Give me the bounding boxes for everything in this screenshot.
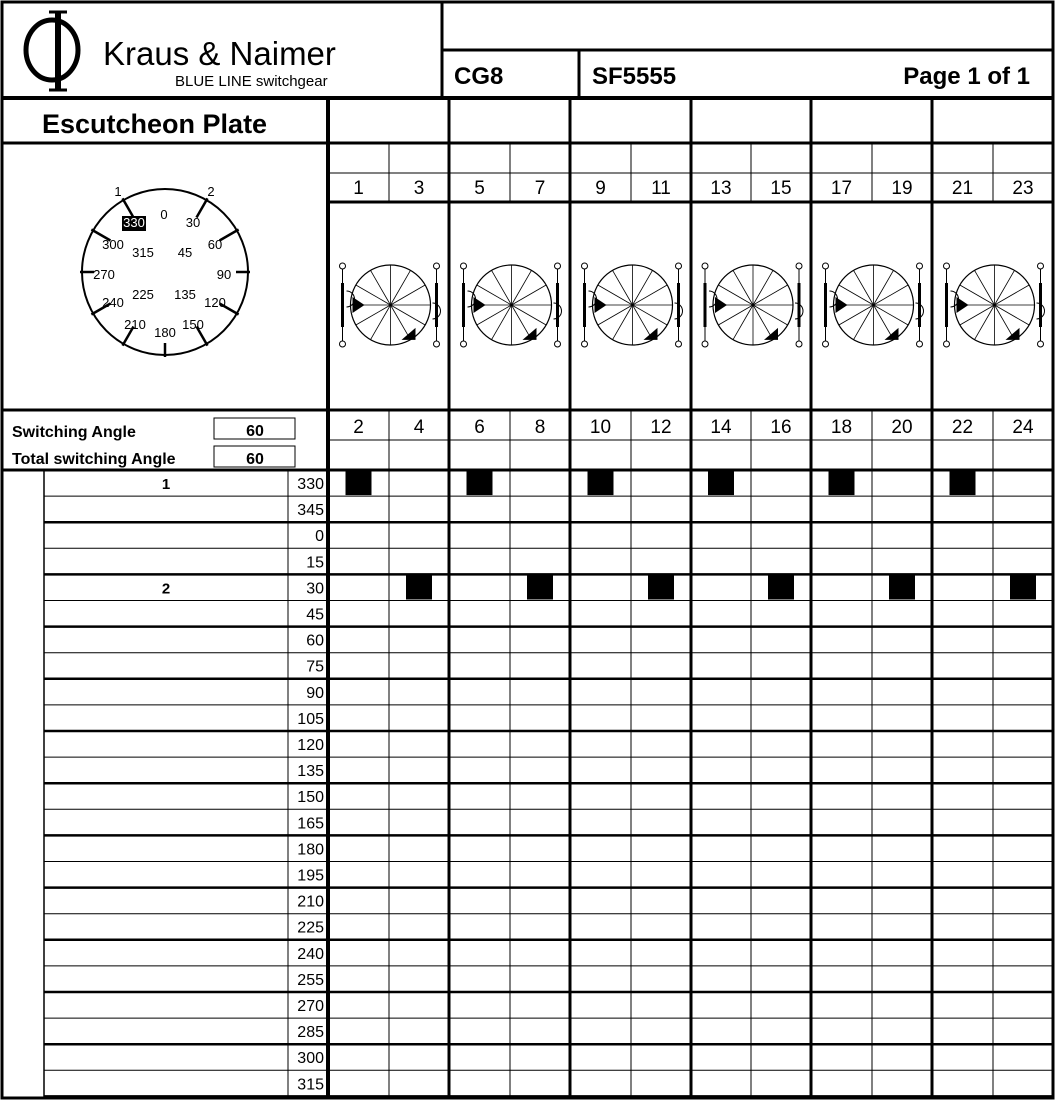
angle-label: 300 [297, 1050, 324, 1068]
closed-contact-mark [889, 575, 915, 599]
closed-contact-mark [648, 575, 674, 599]
program-code: SF5555 [592, 63, 677, 90]
brand-name: Kraus & Naimer [103, 35, 336, 72]
switching-angle-label: Switching Angle [12, 424, 136, 441]
brand-logo [26, 12, 78, 90]
brand-tagline: BLUE LINE switchgear [175, 73, 328, 90]
angle-label: 180 [297, 841, 324, 859]
sheet-border [2, 2, 1053, 1098]
terminal-number-top: 19 [891, 178, 913, 199]
dial-position-label: 2 [207, 184, 215, 199]
terminal-number-bottom: 20 [891, 417, 913, 438]
closed-contact-mark [588, 471, 614, 495]
dial-position-label: 1 [114, 184, 122, 199]
terminal-number-bottom: 10 [589, 417, 612, 438]
dial-angle-label: 60 [207, 237, 223, 252]
angle-label: 345 [297, 502, 324, 520]
angle-label: 30 [306, 580, 324, 598]
closed-contact-mark [708, 471, 734, 495]
angle-label: 15 [306, 554, 324, 572]
terminal-number-top: 5 [474, 178, 485, 199]
model-code: CG8 [454, 63, 504, 90]
dial-angle-label: 225 [132, 287, 154, 302]
dial-tick [220, 230, 239, 241]
terminal-number-top: 1 [353, 178, 364, 199]
terminal-number-top: 15 [770, 178, 792, 199]
terminal-number-top: 9 [595, 178, 606, 199]
angle-label: 240 [297, 945, 324, 963]
switching-angle-value: 60 [246, 423, 264, 440]
closed-contact-mark [950, 471, 976, 495]
angle-label: 285 [297, 1024, 324, 1042]
angle-label: 255 [297, 971, 324, 989]
angle-label: 165 [297, 815, 324, 833]
contact-grid [328, 98, 1053, 1098]
switching-table [44, 470, 1053, 1098]
escutcheon-dial [80, 189, 250, 357]
dial-angle-label: 210 [124, 317, 146, 332]
contact-element [823, 263, 924, 347]
closed-contact-mark [1010, 575, 1036, 599]
angle-label: 60 [306, 632, 324, 650]
dial-angle-label: 180 [154, 325, 176, 340]
terminal-number-top: 17 [830, 178, 853, 199]
terminal-number-top: 11 [651, 178, 671, 199]
terminal-number-bottom: 22 [951, 417, 974, 438]
angle-label: 135 [297, 763, 324, 781]
terminal-number-bottom: 6 [474, 417, 485, 438]
dial-angle-label: 0 [160, 207, 168, 222]
angle-label: 195 [297, 867, 324, 885]
dial-angle-label: 300 [102, 237, 124, 252]
angle-label: 45 [306, 606, 324, 624]
dial-angle-label: 270 [93, 267, 115, 282]
contact-element [340, 263, 441, 347]
dial-angle-label: 45 [177, 245, 193, 260]
terminal-number-bottom: 8 [534, 417, 546, 438]
terminal-number-bottom: 4 [413, 417, 425, 438]
angle-label: 210 [297, 893, 324, 911]
closed-contact-mark [406, 575, 432, 599]
closed-contact-mark [527, 575, 553, 599]
dial-angle-label: 330 [123, 215, 145, 230]
angle-label: 330 [297, 476, 324, 493]
closed-contact-mark [768, 575, 794, 599]
angle-label: 225 [297, 919, 324, 937]
closed-contact-mark [467, 471, 493, 495]
contact-element [461, 263, 562, 347]
closed-contact-mark [829, 471, 855, 495]
angle-label: 105 [297, 710, 324, 728]
dial-angle-label: 30 [185, 215, 201, 230]
dial-angle-label: 90 [216, 267, 232, 282]
terminal-number-top: 3 [413, 178, 425, 199]
section-title: Escutcheon Plate [42, 109, 268, 139]
dial-angle-label: 150 [182, 317, 204, 332]
terminal-number-bottom: 14 [710, 417, 732, 438]
angle-label: 270 [297, 998, 324, 1015]
terminal-number-top: 23 [1012, 178, 1034, 199]
angle-label: 90 [306, 684, 324, 702]
dial-angle-label: 135 [174, 287, 196, 302]
contact-element [702, 263, 803, 347]
angle-label: 120 [297, 737, 324, 754]
contact-element [582, 263, 683, 347]
terminal-number-bottom: 16 [770, 417, 792, 438]
angle-label: 75 [306, 658, 324, 676]
position-label: 2 [161, 580, 171, 598]
terminal-number-top: 21 [951, 178, 974, 199]
angle-label: 315 [297, 1076, 324, 1094]
total-switching-angle-label: Total switching Angle [12, 451, 176, 468]
terminal-number-bottom: 24 [1012, 417, 1034, 438]
closed-contact-mark [346, 471, 372, 495]
terminal-number-top: 13 [710, 178, 732, 199]
dial-angle-label: 120 [204, 295, 226, 310]
angle-label: 0 [315, 528, 324, 546]
contact-element [944, 263, 1045, 347]
dial-angle-label: 240 [102, 295, 124, 310]
page-indicator: Page 1 of 1 [903, 63, 1030, 90]
total-switching-angle-value: 60 [246, 451, 264, 468]
terminal-number-top: 7 [534, 178, 546, 199]
dial-angle-label: 315 [132, 245, 154, 260]
terminal-number-bottom: 12 [650, 417, 672, 438]
terminal-number-bottom: 18 [830, 417, 853, 438]
angle-label: 150 [297, 789, 324, 807]
terminal-number-bottom: 2 [353, 417, 364, 438]
position-label: 1 [161, 476, 171, 493]
